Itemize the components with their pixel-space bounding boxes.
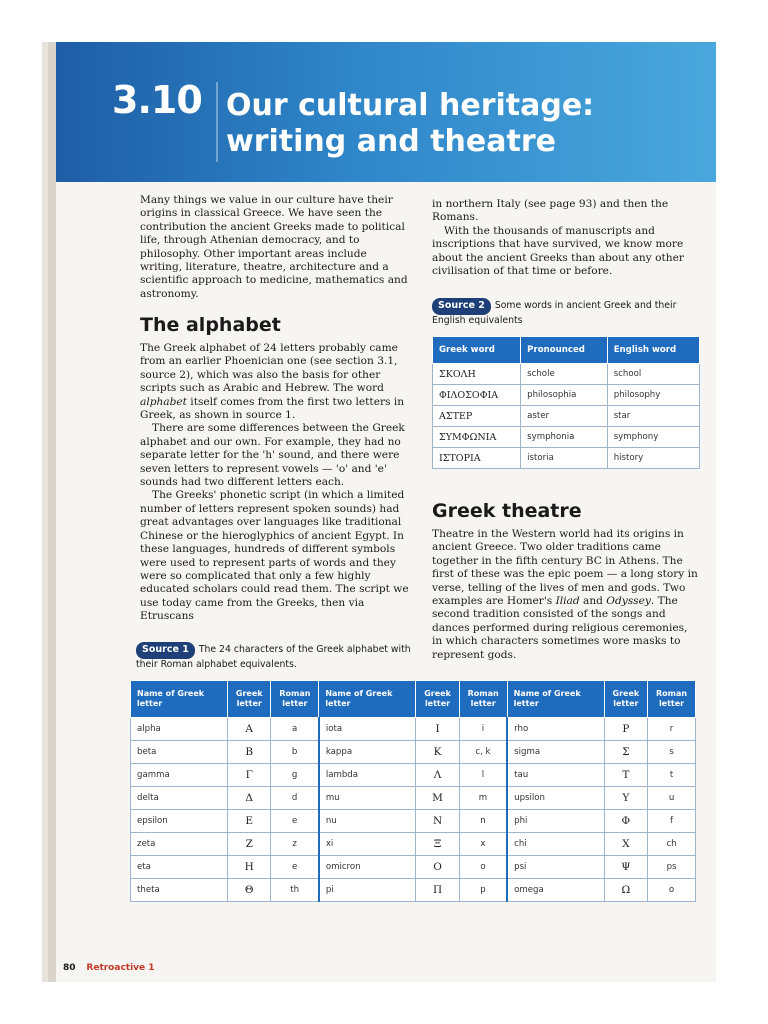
table-cell: e [271, 856, 319, 879]
table-row [433, 364, 700, 385]
banner-divider [216, 82, 218, 162]
table-cell: phi [507, 810, 604, 833]
table-header-cell: Name of Greek letter [131, 681, 228, 718]
table-header-cell: Roman letter [459, 681, 507, 718]
table-cell: Ρ [604, 718, 647, 741]
table-cell: ps [648, 856, 696, 879]
table-cell: Ι [416, 718, 459, 741]
table-cell: ΑΣΤΕΡ [433, 406, 521, 427]
table-cell: ΦΙΛΟΣΟΦΙΑ [433, 385, 521, 406]
table-cell: philosophy [607, 385, 699, 406]
textbook-page [56, 42, 716, 982]
table-cell: f [648, 810, 696, 833]
page-number: 80 [63, 963, 76, 973]
table-header-cell: Roman letter [648, 681, 696, 718]
table-row [131, 787, 696, 810]
table-cell: iota [319, 718, 416, 741]
alphabet-paragraph-3: The Greeks' phonetic script (in which a limited number of letters represent spoken sounds) had great advantages over languages like traditional Chinese or the hieroglyphics of ancient Egypt. In these languages, hundreds of different symbols were used to represent parts of words and they were so complicated that only a few highly educated scholars could read them. The script we use today came from the Greeks, then via Etruscans [140, 489, 409, 623]
table-cell: z [271, 833, 319, 856]
col-pronounced: Pronounced [521, 337, 608, 364]
table-cell: o [648, 879, 696, 902]
table-cell: nu [319, 810, 416, 833]
table-cell: Π [416, 879, 459, 902]
table-row [131, 833, 696, 856]
table-cell: omega [507, 879, 604, 902]
table-row [433, 406, 700, 427]
table-cell: Λ [416, 764, 459, 787]
table-cell: g [271, 764, 319, 787]
table-cell: Τ [604, 764, 647, 787]
table-cell: Ψ [604, 856, 647, 879]
table-cell: ΣΥΜΦΩΝΙΑ [433, 427, 521, 448]
table-cell: Γ [228, 764, 271, 787]
table-cell: epsilon [131, 810, 228, 833]
alphabet-paragraph-1: The Greek alphabet of 24 letters probably came from an earlier Phoenician one (see section 3.1, source 2), which was also the basis for other scripts such as Arabic and Hebrew. The word alphabet itself comes from the first two letters in Greek, as shown in source 1. [140, 342, 405, 422]
source1-badge: Source 1 [136, 642, 195, 659]
table-row [433, 385, 700, 406]
table-header-cell: Greek letter [228, 681, 271, 718]
table-cell: upsilon [507, 787, 604, 810]
theatre-paragraph: Theatre in the Western world had its origins in ancient Greece. Two older traditions came together in the fifth century BC in Athens. The first of these was the epic poem — a long story in verse, telling of the lives of men and gods. Two examples are Homer's Iliad and Odyssey. The second tradition consisted of the songs and dances performed during religious ceremonies, in which characters sometimes wore masks to represent gods. [432, 528, 698, 661]
table-cell: symphonia [521, 427, 608, 448]
table-cell: t [648, 764, 696, 787]
right-intro [432, 198, 698, 278]
table-cell: Ξ [416, 833, 459, 856]
table-cell: beta [131, 741, 228, 764]
table-cell: o [459, 856, 507, 879]
table-cell: Μ [416, 787, 459, 810]
table-cell: tau [507, 764, 604, 787]
table-cell: school [607, 364, 699, 385]
source2-badge: Source 2 [432, 298, 491, 315]
alphabet-heading: The alphabet [140, 314, 281, 336]
table-cell: d [271, 787, 319, 810]
right-paragraph-1: in northern Italy (see page 93) and then the Romans. [432, 198, 669, 224]
table-cell: b [271, 741, 319, 764]
table-header-cell: Name of Greek letter [319, 681, 416, 718]
table-cell: Ω [604, 879, 647, 902]
table-row [433, 448, 700, 469]
table-cell: Σ [604, 741, 647, 764]
table-cell: history [607, 448, 699, 469]
table-cell: x [459, 833, 507, 856]
table-cell: kappa [319, 741, 416, 764]
table-cell: xi [319, 833, 416, 856]
table-cell: Ε [228, 810, 271, 833]
greek-words-table [432, 336, 700, 469]
table-cell: l [459, 764, 507, 787]
table-cell: schole [521, 364, 608, 385]
table-cell: e [271, 810, 319, 833]
table-row [131, 856, 696, 879]
table-cell: Δ [228, 787, 271, 810]
table-cell: philosophia [521, 385, 608, 406]
table-cell: aster [521, 406, 608, 427]
table-row [131, 718, 696, 741]
table-cell: sigma [507, 741, 604, 764]
table-cell: i [459, 718, 507, 741]
table-cell: delta [131, 787, 228, 810]
table-cell: eta [131, 856, 228, 879]
table-cell: a [271, 718, 319, 741]
table-cell: Χ [604, 833, 647, 856]
table-cell: Β [228, 741, 271, 764]
page-title [226, 88, 696, 160]
table-cell: m [459, 787, 507, 810]
col-greek-word: Greek word [433, 337, 521, 364]
intro-paragraph: Many things we value in our culture have their origins in classical Greece. We have seen the contribution the ancient Greeks made to political life, through Athenian democracy, and to philosophy. Other important areas include writing, literature, theatre, architecture and a scientific approach to medicine, mathematics and astronomy. [140, 194, 408, 300]
table-row [433, 427, 700, 448]
title-line-1: Our cultural heritage: [226, 88, 595, 123]
table-cell: p [459, 879, 507, 902]
table-header-cell: Roman letter [271, 681, 319, 718]
table-cell: psi [507, 856, 604, 879]
table-cell: gamma [131, 764, 228, 787]
table-cell: Ν [416, 810, 459, 833]
table-cell: s [648, 741, 696, 764]
table-cell: Κ [416, 741, 459, 764]
title-line-2: writing and theatre [226, 124, 556, 159]
table-row [131, 879, 696, 902]
table-cell: ΙΣΤΟΡΙΑ [433, 448, 521, 469]
table-header-cell: Greek letter [416, 681, 459, 718]
greek-alphabet-table [130, 680, 696, 902]
right-paragraph-2: With the thousands of manuscripts and inscriptions that have survived, we know more about the ancient Greeks than about any other civilisation of that time or before. [432, 224, 684, 278]
alphabet-paragraph-2: There are some differences between the Greek alphabet and our own. For example, they had no separate letter for the 'h' sound, and there were seven letters to represent vowels — 'o' and 'e' sounds had two different letters each. [140, 422, 405, 489]
col-english-word: English word [607, 337, 699, 364]
table-cell: omicron [319, 856, 416, 879]
source1-caption: Source 1 The 24 characters of the Greek alphabet with their Roman alphabet equivalents. [136, 644, 411, 670]
theatre-heading: Greek theatre [432, 500, 582, 522]
table-cell: Α [228, 718, 271, 741]
table-row [131, 810, 696, 833]
section-number: 3.10 [112, 78, 202, 122]
table-cell: Ζ [228, 833, 271, 856]
book-title: Retroactive 1 [86, 963, 155, 973]
table-cell: chi [507, 833, 604, 856]
alphabet-text [140, 342, 410, 624]
table-cell: ΣΚΟΛΗ [433, 364, 521, 385]
table-cell: r [648, 718, 696, 741]
table-cell: Η [228, 856, 271, 879]
table-cell: n [459, 810, 507, 833]
table-cell: Φ [604, 810, 647, 833]
theatre-text [432, 528, 700, 662]
source2-caption: Source 2 Some words in ancient Greek and their English equivalents [432, 300, 677, 326]
table-cell: th [271, 879, 319, 902]
table-cell: Υ [604, 787, 647, 810]
table-row [131, 764, 696, 787]
table-cell: mu [319, 787, 416, 810]
table-cell: symphony [607, 427, 699, 448]
table-cell: istoria [521, 448, 608, 469]
table-cell: alpha [131, 718, 228, 741]
table-cell: Ο [416, 856, 459, 879]
table-cell: zeta [131, 833, 228, 856]
table-cell: theta [131, 879, 228, 902]
table-cell: lambda [319, 764, 416, 787]
table-cell: Θ [228, 879, 271, 902]
table-cell: star [607, 406, 699, 427]
chapter-banner [56, 42, 716, 182]
table-cell: u [648, 787, 696, 810]
table-header-cell: Name of Greek letter [507, 681, 604, 718]
intro-column [140, 194, 410, 301]
table-cell: c, k [459, 741, 507, 764]
table-header-cell: Greek letter [604, 681, 647, 718]
table-row [131, 741, 696, 764]
table-cell: rho [507, 718, 604, 741]
page-footer [63, 963, 155, 973]
table-cell: ch [648, 833, 696, 856]
table-cell: pi [319, 879, 416, 902]
